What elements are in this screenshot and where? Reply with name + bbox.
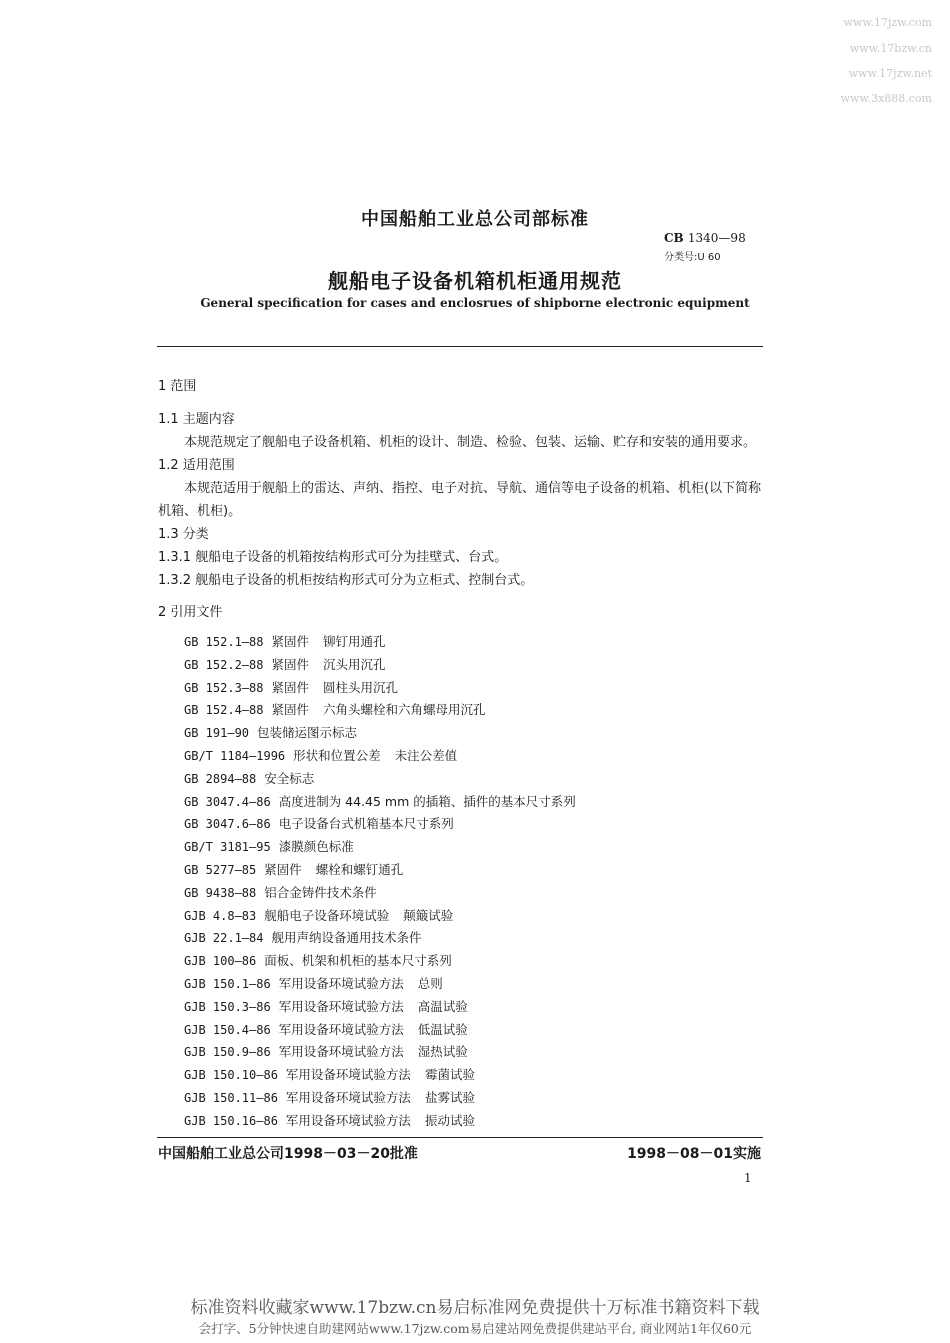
reference-subtitle: 颠簸试验 bbox=[403, 907, 454, 923]
document-title-en: General specification for cases and enclosrues of shipborne electronic equipment bbox=[200, 296, 750, 310]
reference-title: 舰船电子设备环境试验 bbox=[264, 907, 390, 923]
reference-code: GJB 150.10—86 bbox=[184, 1068, 278, 1083]
reference-item bbox=[184, 1111, 475, 1129]
approval-date: 中国船舶工业总公司1998－03－20批准 bbox=[158, 1146, 418, 1162]
reference-item bbox=[184, 792, 576, 810]
reference-subtitle: 六角头螺栓和六角螺母用沉孔 bbox=[323, 702, 486, 718]
section-1-1-heading: 1.1 主题内容 bbox=[158, 412, 235, 427]
reference-item bbox=[184, 951, 452, 969]
reference-item bbox=[184, 814, 454, 832]
reference-title: 军用设备环境试验方法 bbox=[285, 1067, 411, 1083]
reference-item bbox=[184, 1020, 468, 1038]
standard-prefix: CB bbox=[664, 231, 684, 245]
reference-title: 电子设备台式机箱基本尺寸系列 bbox=[278, 816, 454, 832]
org-title: 中国船舶工业总公司部标准 bbox=[361, 209, 589, 230]
reference-item bbox=[184, 860, 403, 878]
reference-subtitle: 湿热试验 bbox=[417, 1044, 468, 1060]
reference-subtitle: 圆柱头用沉孔 bbox=[323, 679, 399, 695]
header-divider bbox=[157, 346, 763, 347]
reference-title: 铝合金铸件技术条件 bbox=[264, 884, 377, 900]
reference-title: 漆膜颜色标准 bbox=[278, 839, 354, 855]
reference-code: GB 5277—85 bbox=[184, 863, 257, 877]
reference-code: GJB 22.1—84 bbox=[184, 931, 264, 946]
reference-subtitle: 高温试验 bbox=[417, 998, 468, 1014]
class-number: 分类号:U 60 bbox=[664, 252, 721, 263]
footer-divider bbox=[157, 1137, 763, 1138]
watermark-1: www.17jzw.com bbox=[843, 16, 932, 29]
reference-item bbox=[184, 700, 486, 718]
section-1-3-1-text: 1.3.1 舰船电子设备的机箱按结构形式可分为挂壁式、台式。 bbox=[158, 550, 508, 565]
reference-code: GJB 150.11—86 bbox=[184, 1091, 278, 1105]
reference-item bbox=[184, 837, 354, 855]
reference-code: GB 9438—88 bbox=[184, 885, 257, 900]
reference-subtitle: 总则 bbox=[417, 976, 443, 991]
reference-code: GB 152.2—88 bbox=[184, 657, 264, 672]
reference-subtitle: 沉头用沉孔 bbox=[323, 656, 386, 672]
section-1-3-2-text: 1.3.2 舰船电子设备的机柜按结构形式可分为立柜式、控制台式。 bbox=[158, 573, 534, 588]
reference-subtitle: 低温试验 bbox=[417, 1021, 468, 1037]
reference-title: 形状和位置公差 bbox=[293, 748, 381, 763]
site-banner-line2: 会打字、5分钟快速自助建网站www.17jzw.com易启建站网免费提供建站平台, 商业网站1年仅60元 bbox=[198, 1321, 752, 1336]
reference-item bbox=[184, 769, 314, 787]
reference-code: GB 3047.6—86 bbox=[184, 817, 271, 832]
section-1-2-heading: 1.2 适用范围 bbox=[158, 458, 235, 473]
reference-title: 舰用声纳设备通用技术条件 bbox=[271, 930, 422, 946]
reference-title: 紧固件 bbox=[271, 656, 309, 672]
reference-item bbox=[184, 997, 468, 1015]
reference-code: GJB 4.8—83 bbox=[184, 908, 257, 923]
reference-code: GJB 100—86 bbox=[184, 954, 257, 969]
reference-item bbox=[184, 974, 443, 992]
reference-title: 紧固件 bbox=[271, 634, 309, 649]
reference-title: 军用设备环境试验方法 bbox=[278, 976, 404, 991]
reference-subtitle: 铆钉用通孔 bbox=[323, 634, 386, 649]
reference-subtitle: 盐雾试验 bbox=[424, 1090, 475, 1105]
reference-code: GJB 150.1—86 bbox=[184, 977, 271, 991]
reference-code: GB 2894—88 bbox=[184, 771, 257, 786]
reference-code: GB 152.4—88 bbox=[184, 703, 264, 718]
watermark-4: www.3x888.com bbox=[840, 92, 932, 105]
watermark-3: www.17jzw.net bbox=[848, 67, 932, 80]
section-2-heading: 2 引用文件 bbox=[158, 605, 223, 620]
reference-subtitle: 振动试验 bbox=[424, 1112, 475, 1128]
reference-item bbox=[184, 632, 386, 650]
reference-title: 面板、机架和机柜的基本尺寸系列 bbox=[264, 953, 452, 969]
section-1-2-text-line2: 机箱、机柜)。 bbox=[158, 504, 242, 519]
standard-code bbox=[664, 231, 746, 245]
reference-item bbox=[184, 1042, 468, 1060]
reference-title: 紧固件 bbox=[264, 862, 302, 877]
reference-title: 紧固件 bbox=[271, 679, 309, 695]
reference-code: GB 191—90 bbox=[184, 726, 250, 741]
reference-title: 安全标志 bbox=[264, 770, 315, 786]
reference-item bbox=[184, 883, 377, 901]
page-number: 1 bbox=[744, 1171, 752, 1185]
section-1-heading: 1 范围 bbox=[158, 379, 197, 394]
reference-code: GJB 150.16—86 bbox=[184, 1113, 278, 1128]
standard-number: 1340—98 bbox=[687, 231, 746, 245]
reference-title: 军用设备环境试验方法 bbox=[278, 1021, 404, 1037]
reference-title: 军用设备环境试验方法 bbox=[278, 998, 404, 1014]
reference-item bbox=[184, 723, 357, 741]
reference-code: GB 3047.4—86 bbox=[184, 794, 271, 809]
reference-code: GJB 150.4—86 bbox=[184, 1022, 271, 1037]
site-banner-line1: 标准资料收藏家www.17bzw.cn易启标准网免费提供十万标准书籍资料下载 bbox=[190, 1298, 760, 1318]
reference-item bbox=[184, 655, 386, 673]
reference-subtitle: 霉菌试验 bbox=[424, 1067, 475, 1083]
reference-item bbox=[184, 1065, 475, 1083]
reference-code: GB/T 3181—95 bbox=[184, 840, 271, 855]
effective-date: 1998－08－01实施 bbox=[627, 1146, 761, 1162]
reference-item bbox=[184, 906, 453, 924]
reference-code: GB 152.3—88 bbox=[184, 680, 264, 695]
reference-title: 高度进制为 44.45 mm 的插箱、插件的基本尺寸系列 bbox=[278, 793, 576, 809]
reference-item bbox=[184, 746, 457, 764]
reference-item bbox=[184, 678, 398, 696]
reference-title: 军用设备环境试验方法 bbox=[285, 1112, 411, 1128]
section-1-2-text-line1: 本规范适用于舰船上的雷达、声纳、指控、电子对抗、导航、通信等电子设备的机箱、机柜(以下简称 bbox=[184, 481, 762, 496]
reference-title: 军用设备环境试验方法 bbox=[285, 1090, 411, 1105]
reference-item bbox=[184, 928, 422, 946]
reference-subtitle: 未注公差值 bbox=[394, 748, 458, 763]
reference-subtitle: 螺栓和螺钉通孔 bbox=[315, 862, 404, 877]
section-1-3-heading: 1.3 分类 bbox=[158, 527, 209, 542]
reference-code: GJB 150.9—86 bbox=[184, 1045, 271, 1060]
reference-item bbox=[184, 1088, 475, 1106]
document-title-cn: 舰船电子设备机箱机柜通用规范 bbox=[328, 269, 622, 293]
reference-title: 包装储运图示标志 bbox=[257, 725, 358, 741]
reference-title: 军用设备环境试验方法 bbox=[278, 1044, 404, 1060]
reference-title: 紧固件 bbox=[271, 702, 309, 718]
watermark-2: www.17bzw.cn bbox=[849, 42, 932, 55]
section-1-1-text: 本规范规定了舰船电子设备机箱、机柜的设计、制造、检验、包装、运输、贮存和安装的通用要求。 bbox=[184, 435, 757, 450]
reference-code: GB/T 1184—1996 bbox=[184, 749, 286, 763]
reference-code: GJB 150.3—86 bbox=[184, 999, 271, 1014]
reference-code: GB 152.1—88 bbox=[184, 635, 264, 649]
